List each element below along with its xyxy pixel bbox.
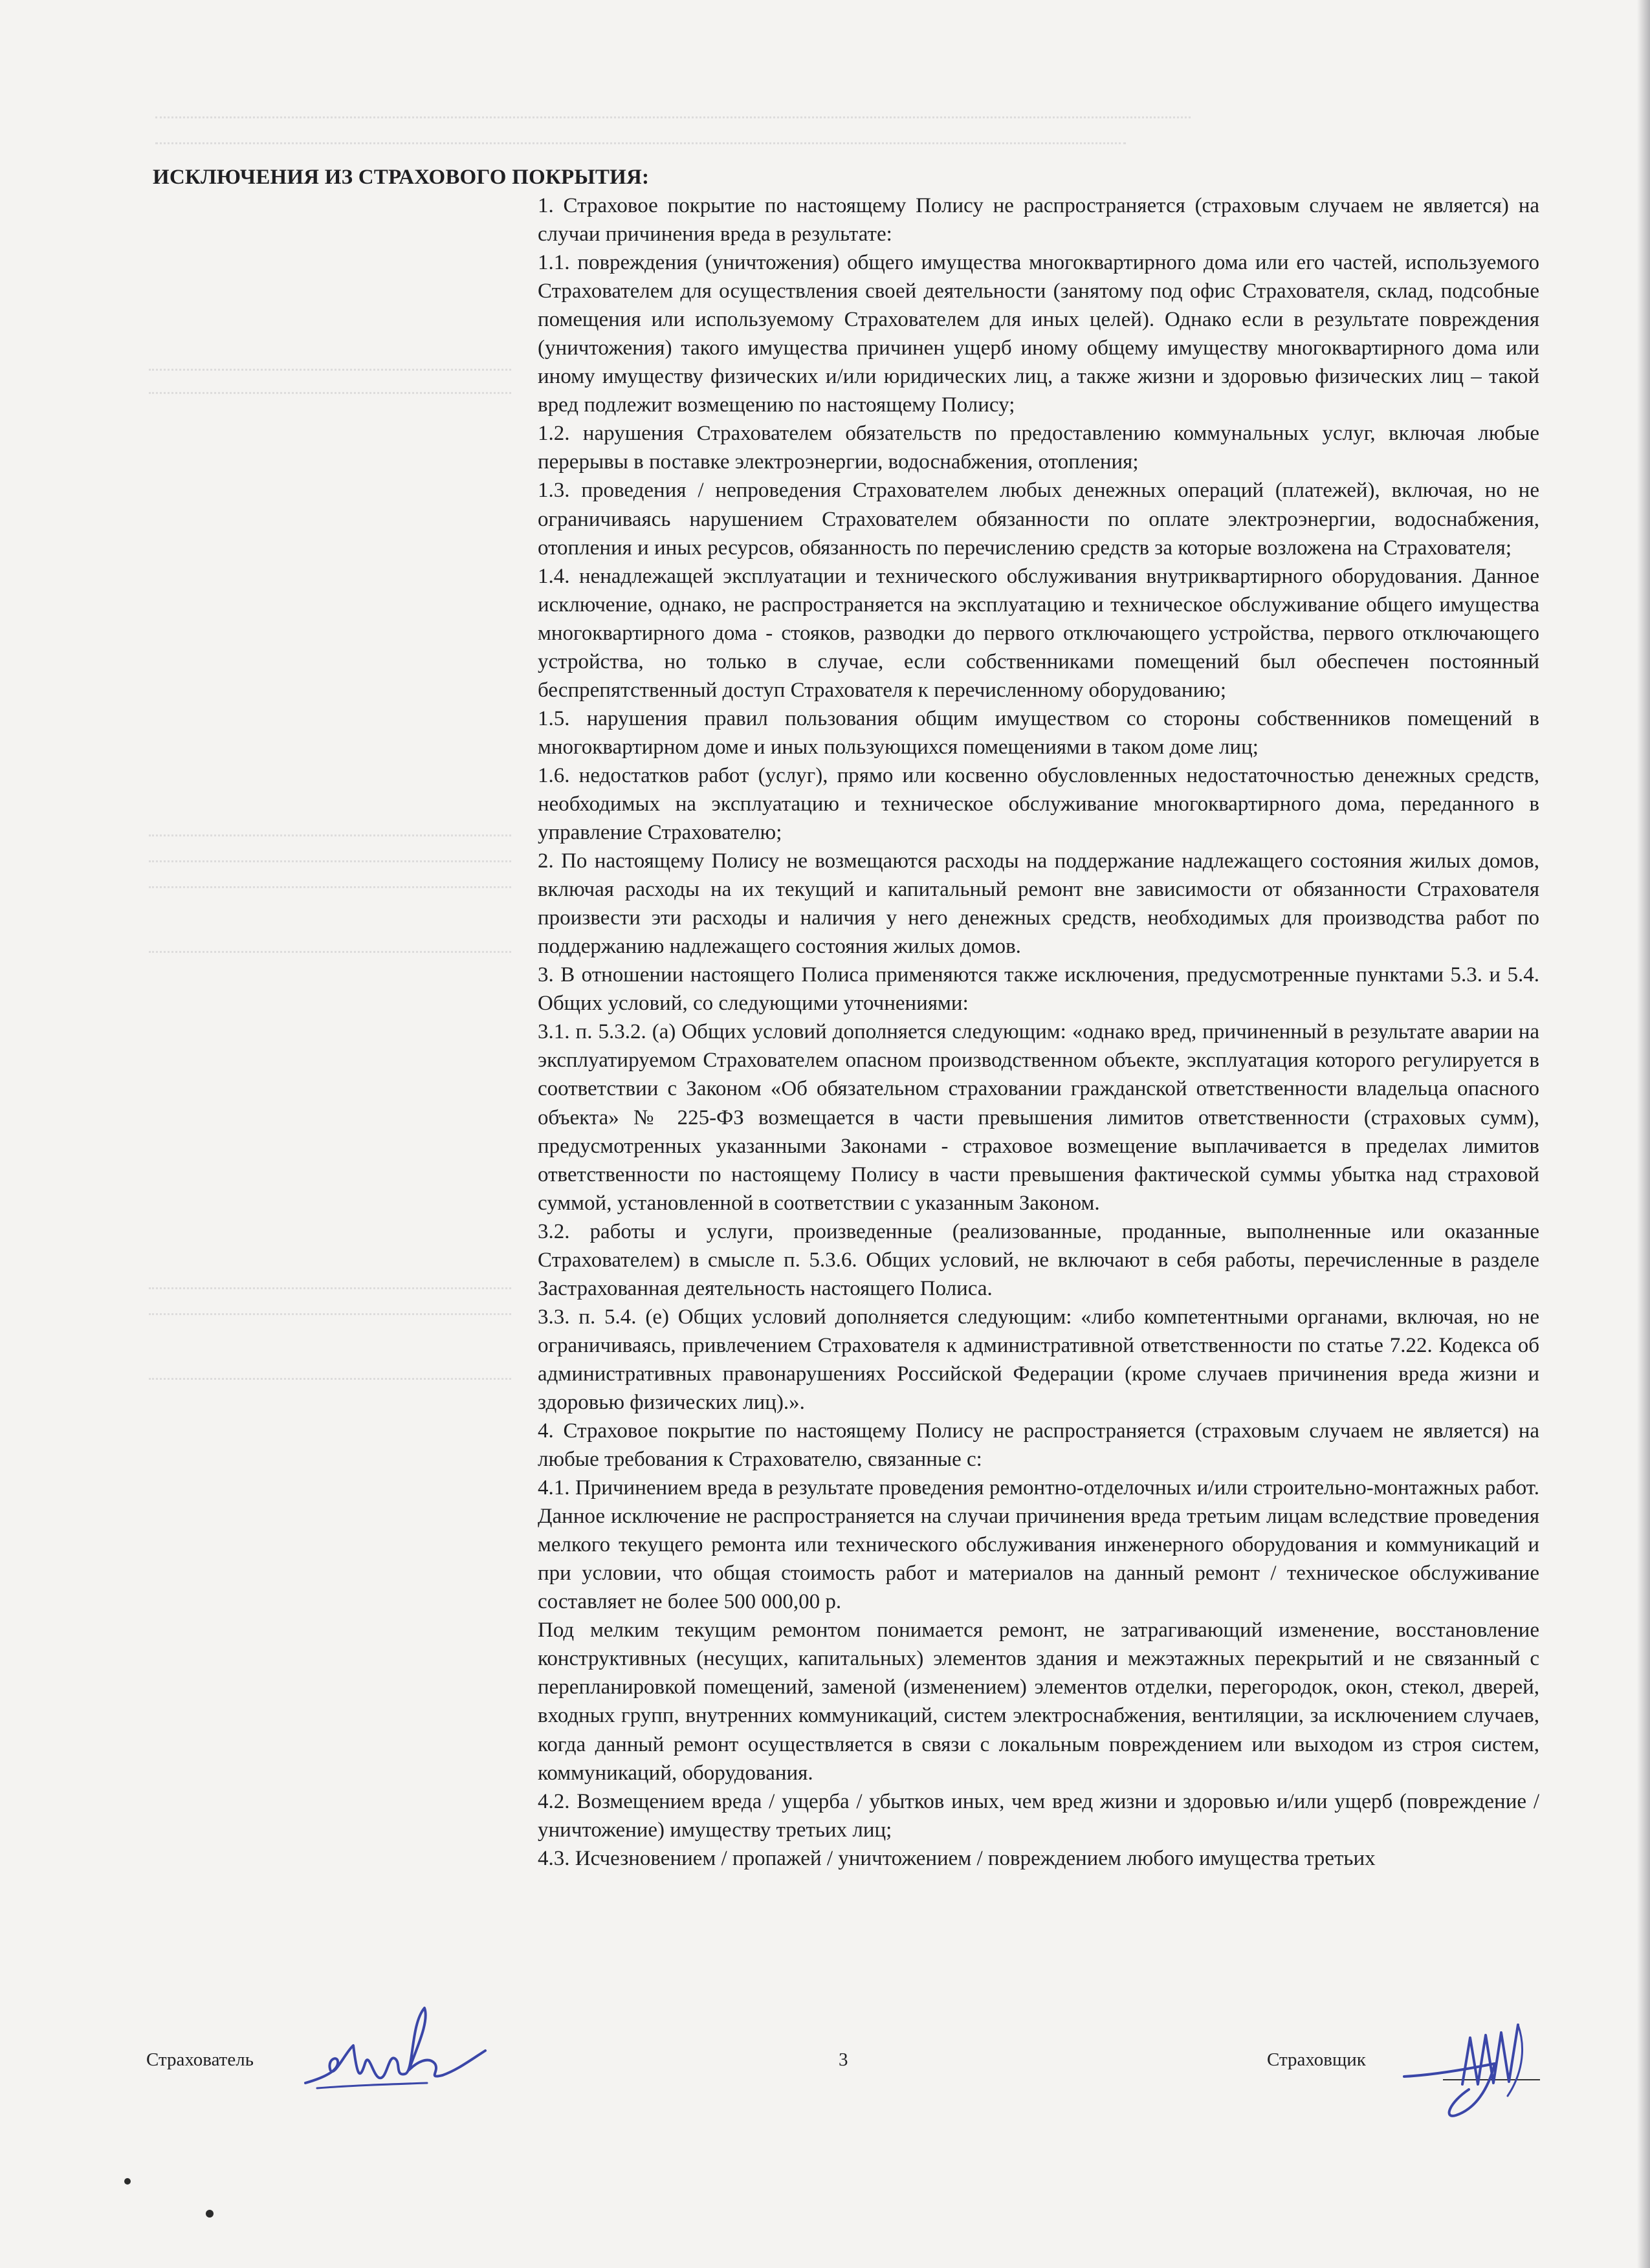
clause-4-1: 4.1. Причинением вреда в результате проведения ремонтно-отделочных и/или строительно-монтажных работ. Данное исключение не распространяется на случаи причинения вреда третьим лицам вследствие проведения мелкого текущего ремонта или технического обслуживания инженерного оборудования и коммуникаций и при условии, что общая стоимость работ и материалов на данный ремонт / техническое обслуживание составляет не более 500 000,00 р. [538, 1476, 1539, 1614]
bleed-through-line [149, 1378, 511, 1389]
clause-1-3: 1.3. проведения / непроведения Страхователем любых денежных операций (платежей), включая, но не ограничиваясь нарушением Страхователем обязанности по оплате электроэнергии, водоснабжения, отопления и иных ресурсов, обязанность по перечислению средств за которые возложена на Страхователя; [538, 479, 1539, 560]
clause-1-1: 1.1. повреждения (уничтожения) общего имущества многоквартирного дома или его частей, используемого Страхователем для осуществления своей деятельности (занятому под офис Страхователя, склад, подсобные помещения или используемому Страхователем для иных целей). Однако если в результате повреждения (уничтожения) такого имущества причинен ущерб иному общему имуществу многоквартирного дома или иному имуществу физических и/или юридических лиц, а также жизни и здоровью физических лиц – такой вред подлежит возмещению по настоящему Полису; [538, 251, 1539, 417]
bleed-through-line [149, 951, 511, 962]
insured-label: Страхователь [146, 2049, 254, 2070]
clause-3-2: 3.2. работы и услуги, произведенные (реализованные, проданные, выполненные или оказанные Страхователем) в смысле п. 5.3.6. Общих условий, не включают в себя работы, перечисленные в разделе Застрахованная деятельность настоящего Полиса. [538, 1219, 1539, 1300]
clause-1-5: 1.5. нарушения правил пользования общим имуществом со стороны собственников помещений в многоквартирном доме и иных пользующихся помещениями в таком доме лиц; [538, 706, 1539, 759]
scan-speck [206, 2210, 214, 2218]
clause-4: 4. Страховое покрытие по настоящему Полису не распространяется (страховым случаем не является) на любые требования к Страхователю, связанные с: [538, 1419, 1539, 1472]
minor-repair-definition: Под мелким текущим ремонтом понимается ремонт, не затрагивающий изменение, восстановление конструктивных (несущих, капитальных) элементов здания и межэтажных перекрытий и не связанный с перепланировкой помещений, заменой (изменением) элементов отделки, перегородок, окон, стекол, дверей, входных групп, внутренних коммуникаций, систем электроснабжения, вентиляции, за исключением случаев, когда данный ремонт осуществляется в связи с локальным повреждением или выходом из строя систем, коммуникаций, оборудования. [538, 1619, 1539, 1785]
clause-3: 3. В отношении настоящего Полиса применяются также исключения, предусмотренные пунктами 5.3. и 5.4. Общих условий, со следующими уточнениями: [538, 963, 1539, 1016]
page-edge-shadow [1637, 0, 1650, 2268]
bleed-through-line [149, 886, 511, 897]
clause-2: 2. По настоящему Полису не возмещаются расходы на поддержание надлежащего состояния жилых домов, включая расходы на их текущий и капитальный ремонт вне зависимости от обязанности Страхователя произвести эти расходы и наличия у него денежных средств, необходимых для производства работ по поддержанию надлежащего состояния жилых домов. [538, 849, 1539, 959]
clause-1-6: 1.6. недостатков работ (услуг), прямо или косвенно обусловленных недостаточностью денежных средств, необходимых на эксплуатацию и техническое обслуживание многоквартирного дома, переданного в управление Страхователю; [538, 763, 1539, 845]
page-number: 3 [839, 2049, 848, 2070]
clause-3-1: 3.1. п. 5.3.2. (а) Общих условий дополняется следующим: «однако вред, причиненный в результате аварии на эксплуатируемом Страхователем опасном производственном объекте, эксплуатация которого регулируется в соответствии с Законом «Об обязательном страховании гражданской ответственности владельца опасного объекта» № 225-ФЗ возмещается в части превышения лимитов ответственности (страховых сумм), предусмотренных указанными Законами - страховое возмещение выплачивается в пределах лимитов ответственности по настоящему Полису в части превышения фактической суммы убытка над страховой суммой, установленной в соответствии с указанным Законом. [538, 1020, 1539, 1215]
exclusions-text [538, 191, 1539, 1873]
bleed-through-line [149, 392, 511, 403]
clause-1-4: 1.4. ненадлежащей эксплуатации и технического обслуживания внутриквартирного оборудования. Данное исключение, однако, не распространяется на эксплуатацию и техническое обслуживание общего имущества многоквартирного дома - стояков, разводки до первого отключающего устройства, первого отключающего устройства, но только в случае, если собственниками помещений был обеспечен постоянный беспрепятственный доступ Страхователя к перечисленному оборудованию; [538, 564, 1539, 702]
section-heading: ИСКЛЮЧЕНИЯ ИЗ СТРАХОВОГО ПОКРЫТИЯ: [153, 166, 650, 189]
bleed-through-line [155, 142, 1126, 153]
bleed-through-line [155, 116, 1191, 127]
clause-1: 1. Страховое покрытие по настоящему Полису не распространяется (страховым случаем не является) на случаи причинения вреда в результате: [538, 194, 1539, 246]
clause-4-2: 4.2. Возмещением вреда / ущерба / убытков иных, чем вред жизни и здоровью и/или ущерб (повреждение / уничтожение) имуществу третьих лиц; [538, 1789, 1539, 1842]
insurer-signature-image [1398, 1999, 1566, 2128]
insurer-label: Страховщик [1267, 2049, 1366, 2070]
insured-signature-image [298, 1999, 492, 2109]
clause-4-3: 4.3. Исчезновением / пропажей / уничтожением / повреждением любого имущества третьих [538, 1846, 1376, 1870]
bleed-through-line [149, 1313, 511, 1324]
bleed-through-line [149, 834, 511, 845]
scan-speck [124, 2178, 131, 2185]
bleed-through-line [149, 369, 511, 380]
bleed-through-line [149, 1287, 511, 1298]
bleed-through-line [149, 860, 511, 871]
clause-3-3: 3.3. п. 5.4. (е) Общих условий дополняется следующим: «либо компетентными органами, включая, но не ограничиваясь, привлечением Страхователя к административной ответственности по статье 7.22. Кодекса об административных правонарушениях Российской Федерации (кроме случаев причинения вреда жизни и здоровью физических лиц).». [538, 1305, 1539, 1414]
clause-1-2: 1.2. нарушения Страхователем обязательств по предоставлению коммунальных услуг, включая любые перерывы в поставке электроэнергии, водоснабжения, отопления; [538, 422, 1539, 474]
